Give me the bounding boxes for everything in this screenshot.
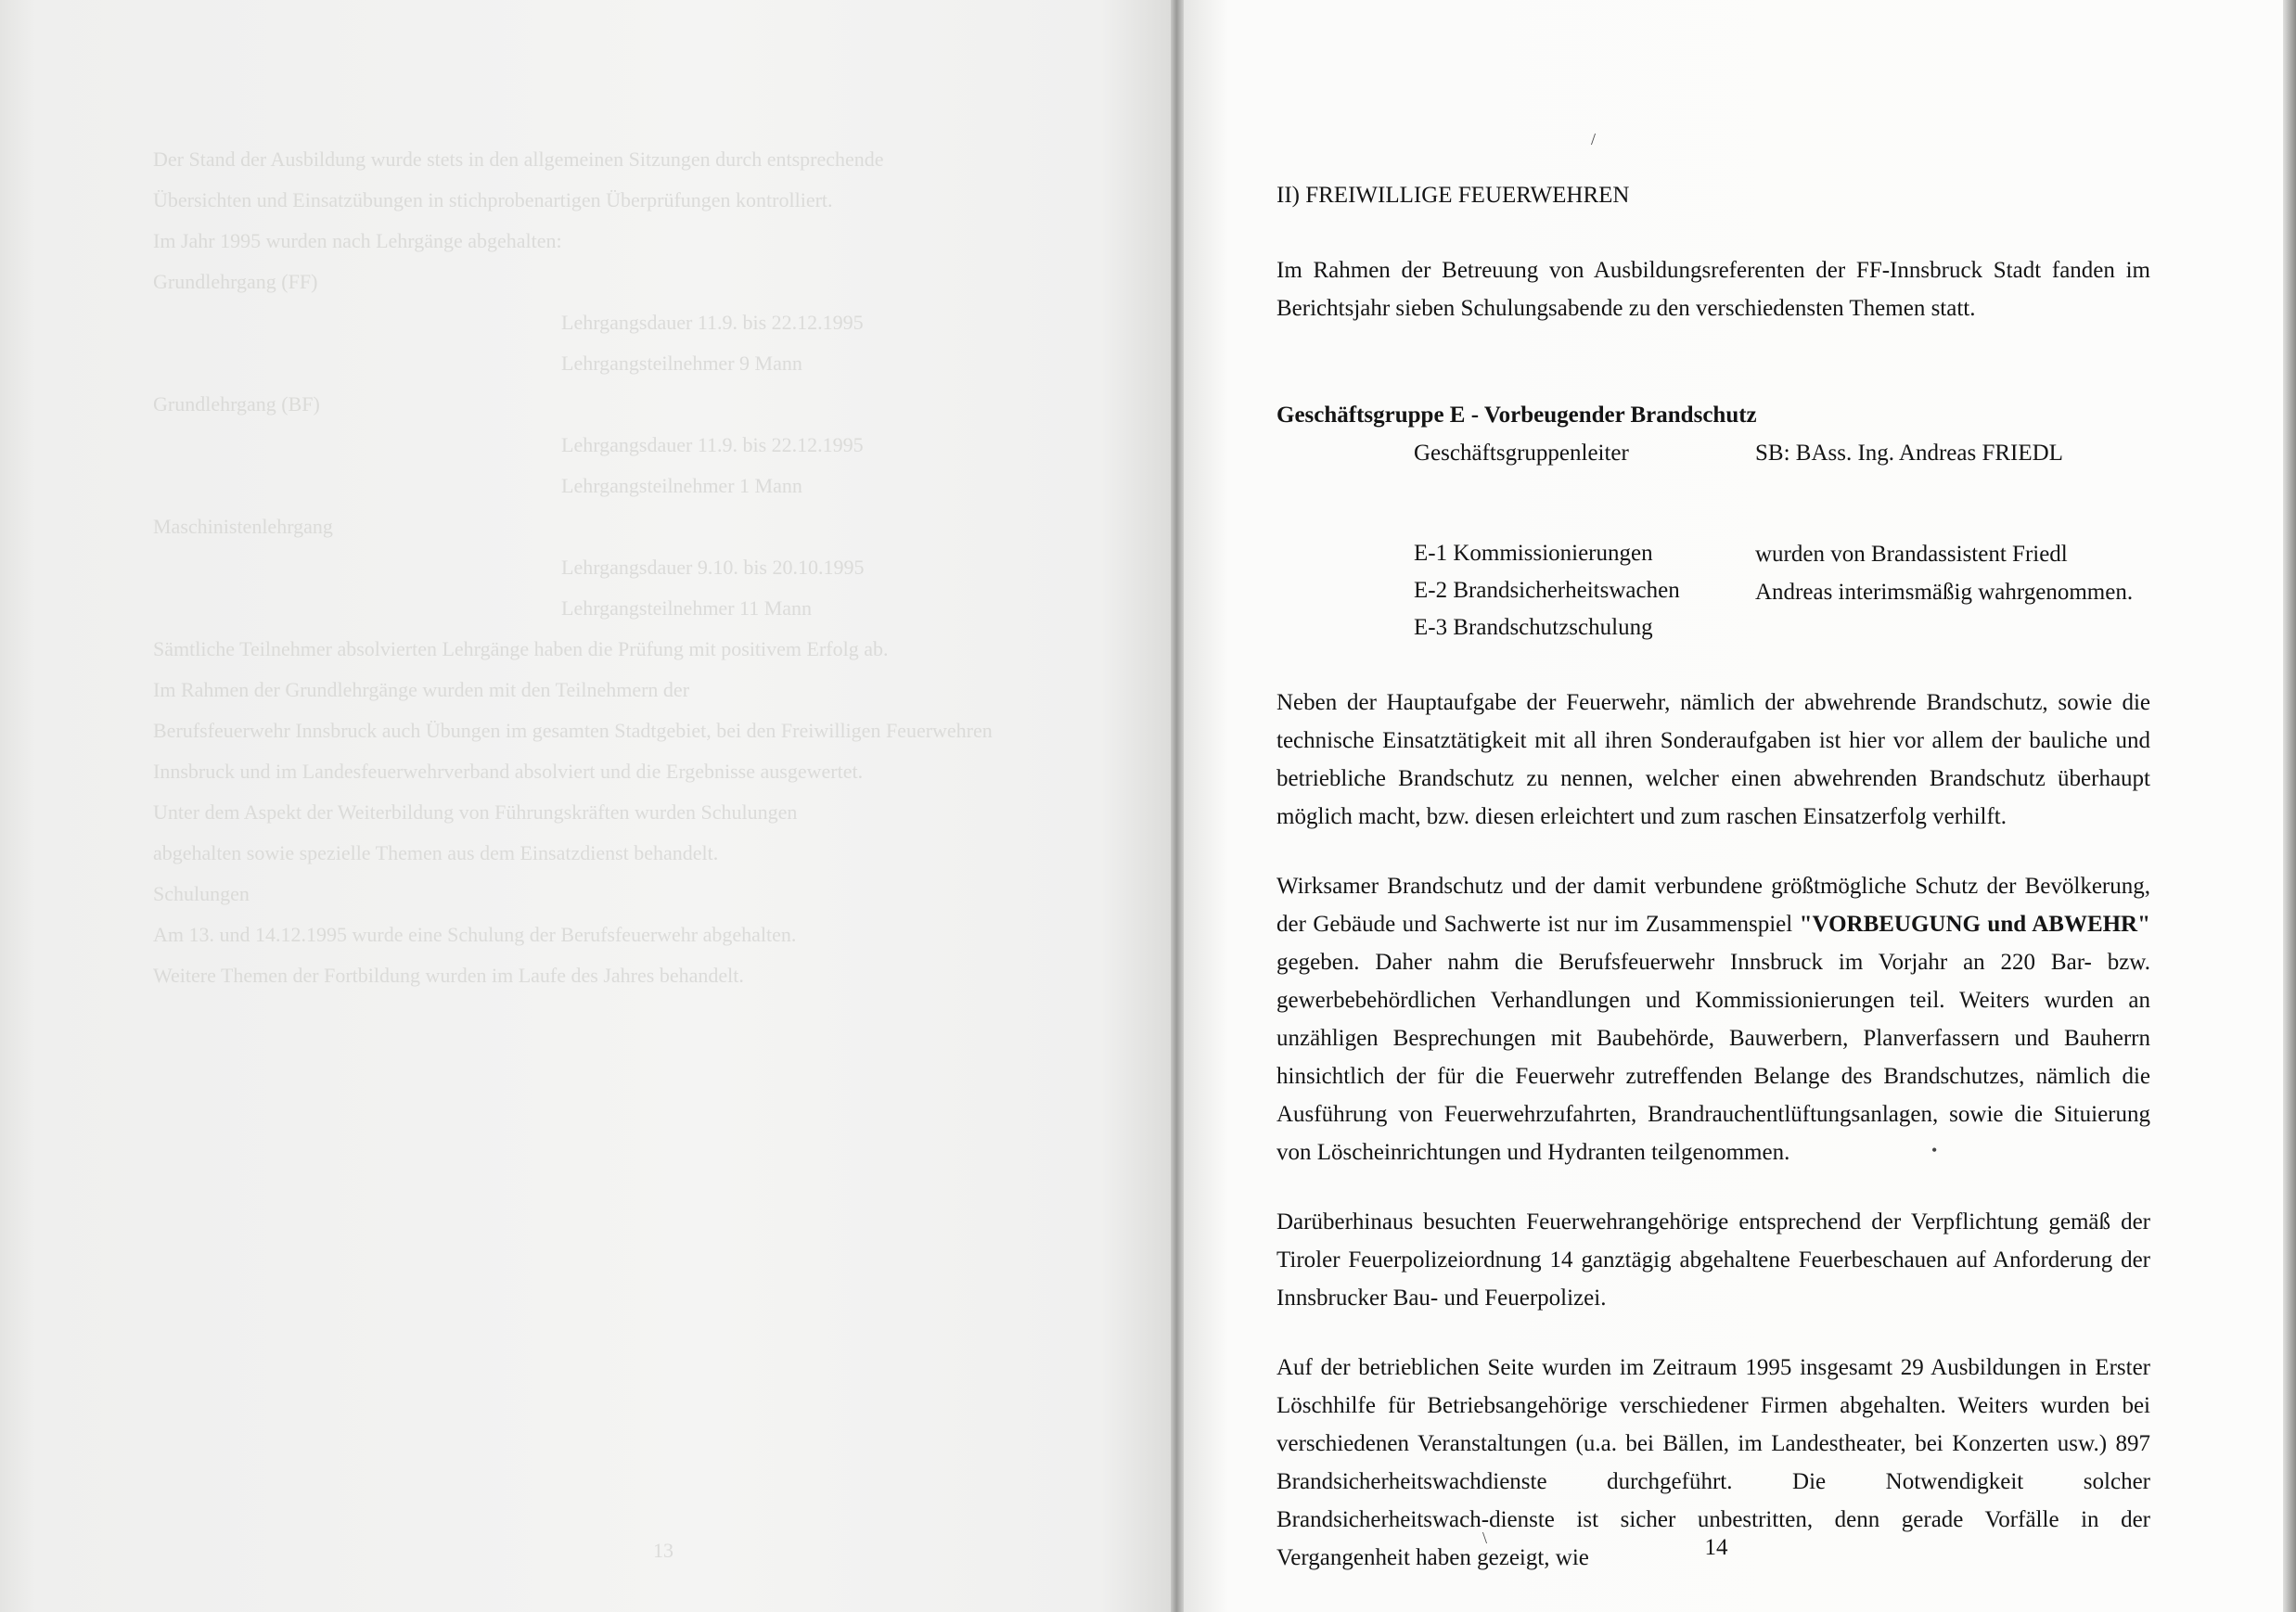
show-through-text (153, 139, 1118, 1562)
paragraph-prevention (1276, 867, 2150, 1171)
show-through-line: Der Stand der Ausbildung wurde stets in den allgemeinen Sitzungen durch entsprechende (153, 147, 884, 171)
show-through-line: Berufsfeuerwehr Innsbruck auch Übungen im gesamten Stadtgebiet, bei den Freiwilligen Feuerwehren (153, 719, 993, 742)
sub-area-list (1414, 535, 1755, 646)
sub-area-note: wurden von Brandassistent Friedl Andreas interimsmäßig wahrgenommen. (1755, 542, 2134, 605)
show-through-line: Grundlehrgang (BF) (153, 392, 320, 416)
leader-row (1276, 434, 2150, 472)
page-edge (2283, 0, 2296, 1612)
show-through-line: Lehrgangsdauer 11.9. bis 22.12.1995 (561, 433, 864, 456)
show-through-line: Lehrgangsteilnehmer 11 Mann (561, 596, 813, 620)
show-through-line: Lehrgangsdauer 9.10. bis 20.10.1995 (561, 556, 865, 579)
paragraph-text: gegeben. Daher nahm die Berufsfeuerwehr Innsbruck im Vorjahr an 220 Bar- bzw. gewerbebehördlichen Verhandlungen und Kommissionierungen teil. Weiters wurden an unzähligen Besprechungen mit Baubehörde, Bauwerbern, Planverfassern und Bauherrn hinsichtlich der für die Feuerwehr zutreffenden Belange des Brandschutzes, nämlich die Ausführung von Feuerwehrzufahrten, Brandrauchentlüftungsanlagen, sowie die Situierung von Löscheinrichtungen und Hydranten teilgenommen. (1276, 950, 2150, 1165)
sub-area-item: E-3 Brandschutzschulung (1414, 615, 1653, 640)
sub-areas (1414, 535, 2150, 646)
emphasis-text: "VORBEUGUNG und ABWEHR" (1799, 912, 2150, 937)
paragraph-main-task: Neben der Hauptaufgabe der Feuerwehr, nämlich der abwehrende Brandschutz, sowie die technische Einsatztätigkeit mit all ihren Sonderaufgaben ist hier vor allem der bauliche und betriebliche Brandschutz zu nennen, welcher einen abwehrenden Brandschutz überhaupt möglich macht, bzw. diesen erleichtert und zum raschen Einsatzerfolg verhilft. (1276, 690, 2150, 829)
show-through-line: Weitere Themen der Fortbildung wurden im Laufe des Jahres behandelt. (153, 964, 744, 987)
scan-speck: / (1591, 130, 1597, 148)
show-through-line: Lehrgangsdauer 11.9. bis 22.12.1995 (561, 311, 864, 334)
paragraph-text: Wirksamer Brandschutz und der damit verbundene größtmögliche Schutz der Bevölkerung, der Gebäude und Sachwerte ist nur im Zusammenspiel (1276, 874, 2150, 937)
show-through-line: abgehalten sowie spezielle Themen aus dem Einsatzdienst behandelt. (153, 841, 719, 864)
show-through-line: Sämtliche Teilnehmer absolvierten Lehrgänge haben die Prüfung mit positivem Erfolg ab. (153, 637, 889, 660)
section-heading: II) FREIWILLIGE FEUERWEHREN (1276, 183, 1630, 208)
sub-area-item: E-2 Brandsicherheitswachen (1414, 578, 1680, 603)
show-through-line: Übersichten und Einsatzübungen in stichprobenartigen Überprüfungen kontrolliert. (153, 188, 833, 211)
right-page-content (1276, 176, 2150, 1608)
leader-name: SB: BAss. Ing. Andreas FRIEDL (1755, 441, 2063, 466)
page-number: 14 (1704, 1535, 1728, 1560)
show-through-line: Schulungen (153, 882, 250, 905)
scan-speck: \ (1482, 1529, 1488, 1547)
show-through-line: Maschinistenlehrgang (153, 515, 333, 538)
show-through-page-number: 13 (653, 1539, 673, 1562)
paragraph-training: Auf der betrieblichen Seite wurden im Zeitraum 1995 insgesamt 29 Ausbildungen in Erster Löschhilfe für Betriebsangehörige verschiedener Firmen abgehalten. Weiters wurden bei verschiedenen Veranstaltungen (u.a. bei Bällen, im Landestheater, bei Konzerten usw.) 897 Brandsicherheitswachdienste durchgeführt. Die Notwendigkeit solcher Brandsicherheitswach-dienste ist sicher unbestritten, denn gerade Vorfälle in der Vergangenheit haben gezeigt, wie (1276, 1355, 2150, 1570)
leader-role: Geschäftsgruppenleiter (1414, 441, 1629, 466)
book-spine (1171, 0, 1184, 1612)
show-through-line: Im Rahmen der Grundlehrgänge wurden mit den Teilnehmern der (153, 678, 690, 701)
show-through-line: Lehrgangsteilnehmer 1 Mann (561, 474, 802, 497)
intro-paragraph: Im Rahmen der Betreuung von Ausbildungsreferenten der FF-Innsbruck Stadt fanden im Berichtsjahr sieben Schulungsabende zu den verschiedensten Themen statt. (1276, 258, 2150, 321)
show-through-line: Im Jahr 1995 wurden nach Lehrgänge abgehalten: (153, 229, 562, 252)
show-through-line: Lehrgangsteilnehmer 9 Mann (561, 352, 802, 375)
scan-speck: • (1931, 1141, 1938, 1159)
group-title: Geschäftsgruppe E - Vorbeugender Brandschutz (1276, 403, 1757, 428)
show-through-line: Unter dem Aspekt der Weiterbildung von Führungskräften wurden Schulungen (153, 800, 798, 824)
show-through-line: Am 13. und 14.12.1995 wurde eine Schulung der Berufsfeuerwehr abgehalten. (153, 923, 797, 946)
sub-area-item: E-1 Kommissionierungen (1414, 541, 1653, 566)
show-through-line: Innsbruck und im Landesfeuerwehrverband absolviert und die Ergebnisse ausgewertet. (153, 760, 864, 783)
paragraph-inspections: Darüberhinaus besuchten Feuerwehrangehörige entsprechend der Verpflichtung gemäß der Tiroler Feuerpolizeiordnung 14 ganztägig abgehaltene Feuerbeschauen auf Anforderung der Innsbrucker Bau- und Feuerpolizei. (1276, 1209, 2150, 1311)
show-through-line: Grundlehrgang (FF) (153, 270, 318, 293)
